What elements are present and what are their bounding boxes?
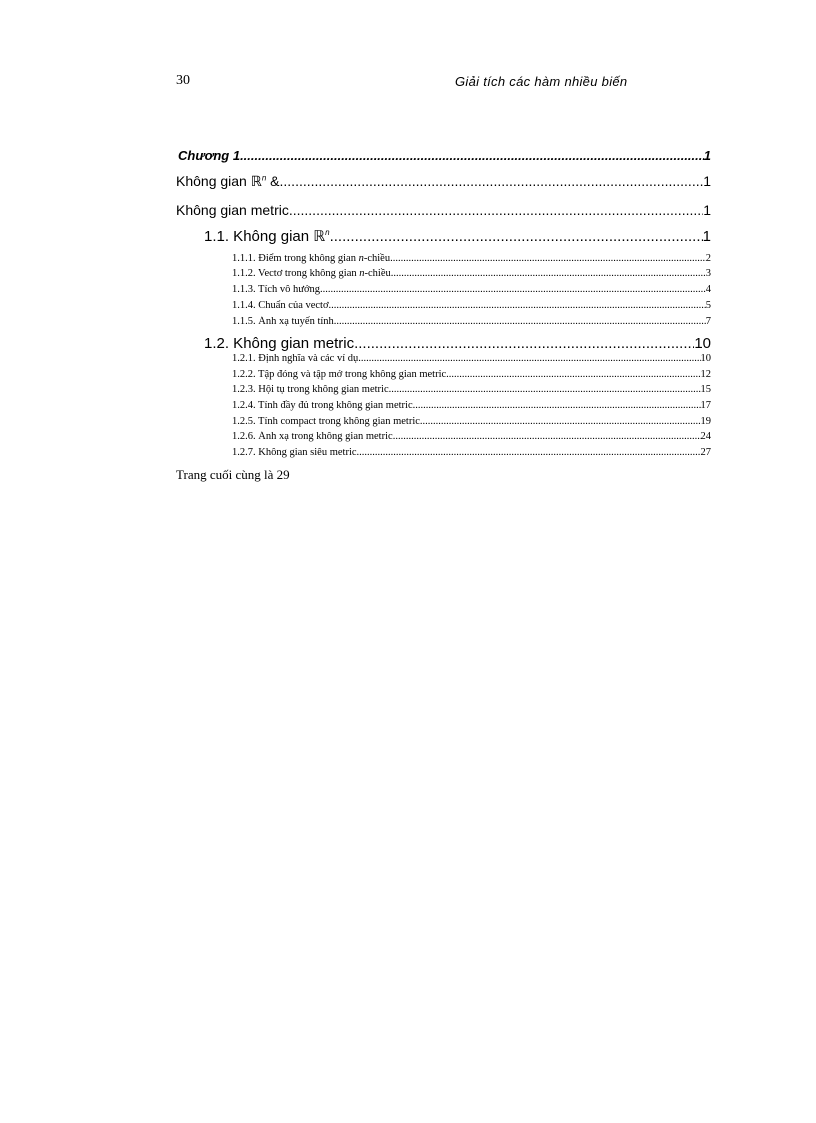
toc-page-number: 1: [703, 173, 711, 189]
toc-item-label: 1.2.5. Tính compact trong không gian metric: [232, 416, 420, 427]
toc-item-1-2-4[interactable]: [232, 400, 711, 411]
running-title: Giải tích các hàm nhiều biến: [455, 74, 628, 89]
toc-item-label: 1.2.4. Tính đầy đủ trong không gian metric: [232, 400, 413, 411]
toc-page-number: 27: [700, 447, 711, 458]
toc-item-label: 1.1.4. Chuẩn của vectơ: [232, 300, 329, 311]
toc-leader-dots: [413, 400, 701, 411]
toc-leader-dots: [354, 335, 694, 352]
toc-page-number: 3: [705, 268, 711, 279]
toc-page-number: 1: [703, 202, 711, 218]
toc-leader-dots: [280, 173, 704, 189]
toc-leader-dots: [390, 253, 706, 264]
toc-section-label: 1.1. Không gian ℝ$^n$: [204, 228, 330, 245]
toc-item-label: 1.2.1. Định nghĩa và các ví dụ: [232, 353, 359, 364]
toc-leader-dots: [334, 316, 706, 327]
toc-page-number: 19: [700, 416, 711, 427]
toc-leader-dots: [391, 268, 706, 279]
toc-leader-dots: [320, 284, 706, 295]
toc-part-label: Không gian ℝ$^n$ &: [176, 173, 280, 189]
toc-item-label: 1.2.7. Không gian siêu metric: [232, 447, 357, 458]
toc-item-1-2-6[interactable]: [232, 431, 711, 442]
toc-leader-dots: [330, 228, 703, 245]
page-number: 30: [176, 73, 190, 88]
toc-item-1-2-2[interactable]: [232, 369, 711, 380]
toc-leader-dots: [358, 353, 700, 364]
toc-item-label: 1.1.1. Điểm trong không gian n-chiều: [232, 253, 391, 264]
toc-page-number: 2: [705, 253, 711, 264]
toc-leader-dots: [393, 431, 701, 442]
toc-page-number: 17: [700, 400, 711, 411]
toc-part-label: Không gian metric: [176, 202, 289, 218]
toc-page-number: 15: [700, 384, 711, 395]
toc-section-1-2[interactable]: [204, 335, 711, 352]
toc-leader-dots: [420, 416, 701, 427]
toc-page-number: 5: [705, 300, 711, 311]
toc-page-number: 10: [694, 335, 711, 352]
toc-page-number: 12: [700, 369, 711, 380]
toc-item-label: 1.1.2. Vectơ trong không gian n-chiều: [232, 268, 391, 279]
toc-part-rn[interactable]: [176, 173, 711, 190]
toc-item-label: 1.1.3. Tích vô hướng: [232, 284, 321, 295]
toc-item-1-1-3[interactable]: [232, 284, 711, 295]
toc-item-1-1-2[interactable]: [232, 268, 711, 279]
toc-page-number: 1: [702, 228, 711, 245]
toc-chapter-1[interactable]: [178, 148, 711, 163]
toc-item-1-2-3[interactable]: [232, 384, 711, 395]
toc-item-1-2-1[interactable]: [232, 353, 711, 364]
toc-leader-dots: [357, 447, 701, 458]
toc-leader-dots: [329, 300, 706, 311]
toc-page-number: 7: [705, 316, 711, 327]
toc-item-1-2-7[interactable]: [232, 447, 711, 458]
toc-item-1-1-4[interactable]: [232, 300, 711, 311]
toc-item-1-2-5[interactable]: [232, 416, 711, 427]
toc-page-number: 1: [703, 148, 711, 163]
toc-part-metric[interactable]: [176, 202, 711, 218]
toc-chapter-label: Chương 1: [178, 148, 241, 163]
toc-leader-dots: [389, 384, 701, 395]
toc-leader-dots: [240, 148, 704, 163]
toc-item-label: 1.2.6. Ánh xạ trong không gian metric: [232, 431, 393, 442]
toc-section-1-1[interactable]: [204, 227, 711, 245]
toc-page-number: 24: [700, 431, 711, 442]
toc-leader-dots: [289, 202, 703, 218]
toc-item-1-1-1[interactable]: [232, 253, 711, 264]
toc-item-1-1-5[interactable]: [232, 316, 711, 327]
toc-page-number: 10: [700, 353, 711, 364]
toc-section-label: 1.2. Không gian metric: [204, 335, 355, 352]
toc-item-label: 1.2.2. Tập đóng và tập mở trong không gian metric: [232, 369, 447, 380]
toc-page-number: 4: [705, 284, 711, 295]
toc-item-label: 1.2.3. Hội tụ trong không gian metric: [232, 384, 389, 395]
toc-item-label: 1.1.5. Ánh xạ tuyến tính: [232, 316, 334, 327]
toc-leader-dots: [446, 369, 700, 380]
footer-note: Trang cuối cùng là 29: [176, 467, 290, 482]
